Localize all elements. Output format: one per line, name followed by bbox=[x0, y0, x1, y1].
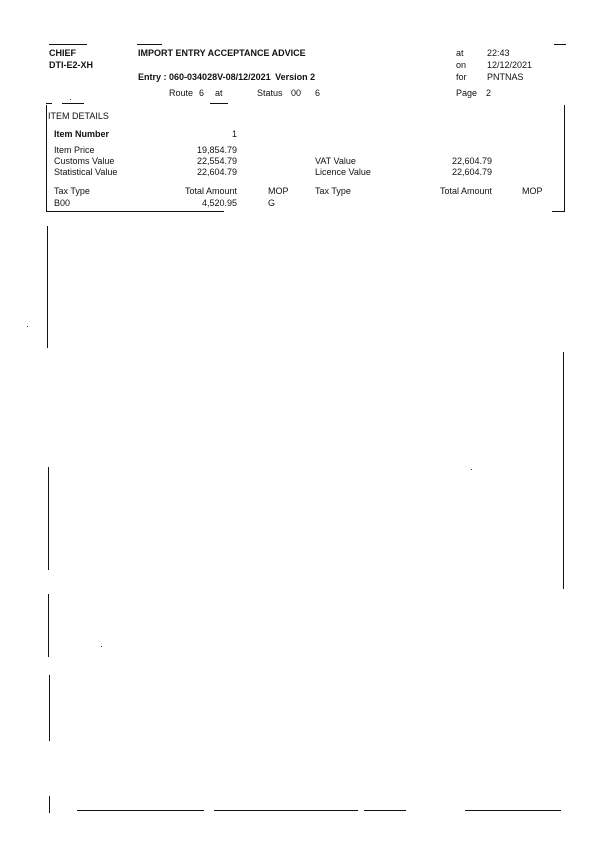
scan-edge-right bbox=[563, 352, 564, 589]
entry-label: Entry : bbox=[138, 72, 167, 82]
status-value-1: 00 bbox=[291, 88, 302, 98]
for-label: for bbox=[456, 72, 467, 82]
document-code: DTI-E2-XH bbox=[49, 60, 94, 70]
box-left-border bbox=[46, 105, 47, 212]
status-value-2: 6 bbox=[315, 88, 321, 98]
mop-header-left: MOP bbox=[268, 186, 289, 196]
vat-value-label: VAT Value bbox=[315, 156, 356, 166]
section-heading: ITEM DETAILS bbox=[48, 111, 109, 121]
statistical-value-label: Statistical Value bbox=[54, 167, 118, 177]
document-title: IMPORT ENTRY ACCEPTANCE ADVICE bbox=[138, 48, 306, 58]
route-at: at bbox=[215, 88, 223, 98]
item-price-label: Item Price bbox=[54, 145, 95, 155]
at-label: at bbox=[456, 48, 464, 58]
on-label: on bbox=[456, 60, 467, 70]
entry-value: 060-034028V-08/12/2021 bbox=[169, 72, 271, 82]
scan-speck bbox=[27, 326, 28, 327]
tax-row-total-amount: 4,520.95 bbox=[201, 198, 237, 208]
entry-version: Version 2 bbox=[275, 72, 316, 82]
bottom-rule-b bbox=[214, 810, 358, 811]
box-top-rule-b bbox=[210, 103, 228, 104]
scan-speck bbox=[70, 99, 71, 100]
customs-value-value: 22,554.79 bbox=[196, 156, 237, 166]
scan-edge-left-4 bbox=[49, 675, 50, 741]
for-value: PNTNAS bbox=[487, 72, 524, 82]
scan-edge-left-3 bbox=[48, 594, 49, 657]
scan-edge-left-5 bbox=[49, 796, 50, 813]
licence-value-label: Licence Value bbox=[315, 167, 371, 177]
tax-type-header-right: Tax Type bbox=[315, 186, 351, 196]
bottom-rule-c bbox=[364, 810, 406, 811]
at-value: 22:43 bbox=[487, 48, 510, 58]
item-price-value: 19,854.79 bbox=[196, 145, 237, 155]
tax-type-header-left: Tax Type bbox=[54, 186, 90, 196]
scan-speck bbox=[101, 646, 102, 647]
scan-edge-left-1 bbox=[47, 226, 48, 348]
box-right-border bbox=[564, 105, 565, 212]
total-amount-header-left: Total Amount bbox=[184, 186, 237, 196]
box-top-rule-a bbox=[62, 103, 84, 104]
on-value: 12/12/2021 bbox=[487, 60, 533, 70]
top-rule-left bbox=[49, 44, 87, 45]
bottom-rule-a bbox=[77, 810, 204, 811]
item-number-value: 1 bbox=[231, 129, 237, 139]
box-top-left-tick bbox=[46, 103, 52, 104]
item-number-label: Item Number bbox=[54, 129, 110, 139]
scan-speck bbox=[471, 469, 472, 470]
total-amount-header-right: Total Amount bbox=[439, 186, 492, 196]
entry-line bbox=[138, 72, 315, 82]
top-rule-right bbox=[554, 44, 566, 45]
route-label: Route bbox=[169, 88, 194, 98]
route-value: 6 bbox=[199, 88, 205, 98]
page-value: 2 bbox=[486, 88, 492, 98]
tax-row-tax-type: B00 bbox=[54, 198, 71, 208]
licence-value-value: 22,604.79 bbox=[451, 167, 492, 177]
vat-value-value: 22,604.79 bbox=[451, 156, 492, 166]
bottom-rule-d bbox=[465, 810, 561, 811]
mop-header-right: MOP bbox=[522, 186, 543, 196]
statistical-value-value: 22,604.79 bbox=[196, 167, 237, 177]
scan-edge-left-2 bbox=[48, 467, 49, 570]
box-bottom-rule bbox=[46, 211, 224, 212]
page-label: Page bbox=[456, 88, 478, 98]
box-bottom-right-tick bbox=[552, 211, 564, 212]
tax-row-mop: G bbox=[268, 198, 276, 208]
customs-value-label: Customs Value bbox=[54, 156, 115, 166]
status-label: Status bbox=[257, 88, 283, 98]
system-name: CHIEF bbox=[49, 48, 76, 58]
top-rule-mid bbox=[137, 44, 162, 45]
